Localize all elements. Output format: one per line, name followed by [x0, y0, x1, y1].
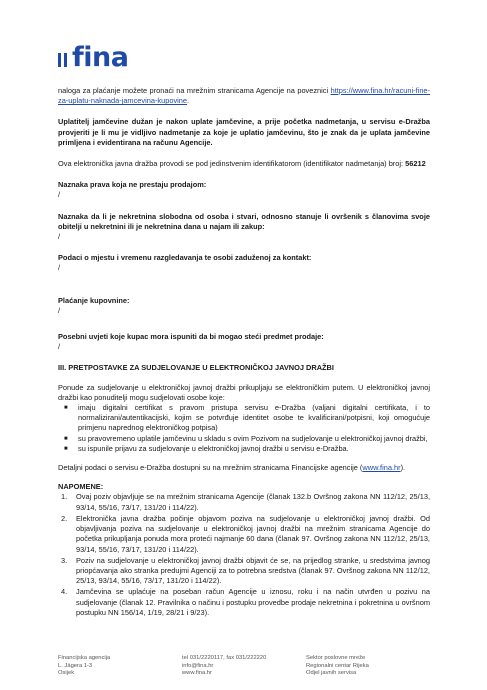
list-item: ■ su ispunile prijavu za sudjelovanje u elektroničkoj javnoj dražbi u servisu e-Dražba.: [58, 444, 430, 454]
document-body: [58, 86, 430, 619]
notes-heading: NAPOMENE:: [58, 482, 104, 492]
list-item: 3. Poziv na sudjelovanje u elektroničkoj javnoj dražbi objavit će se, na prijedlog stranke, u sredstvima javnog priopćavanja ako stranka predujmi Agenciji za to potrebna sredstva (članak 97. Ovršnog zakona NN 112/12, 25/13, 93/14, 55/16, 73/17, 131/20 i 114/22).: [61, 555, 430, 586]
footer-address: Financijska agencija L. Jägera 1-3 Osijek: [58, 655, 111, 677]
logo-bars-icon: [58, 53, 67, 67]
section-rights-value: /: [58, 190, 61, 200]
fina-logo: [58, 44, 128, 71]
requirements-list: [58, 403, 430, 454]
payment-accounts-link[interactable]: https://www.fina.hr/racuni-fine-za-uplatu-naknada-jamcevina-kupovine: [58, 86, 430, 106]
payment-info-paragraph: naloga za plaćanje možete pronaći na mrežnim stranicama Agencije na poveznici https://www.fina.hr/racuni-fine-za-uplatu-naknada-jamcevina-kupovine.: [58, 86, 430, 106]
section-payment-label: Plaćanje kupovnine:: [58, 295, 130, 305]
section-rights-label: Naznaka prava koja ne prestaju prodajom:: [58, 180, 207, 190]
notes-list: [58, 492, 430, 617]
section-3-intro: Ponude za sudjelovanje u elektroničkoj javnoj dražbi prikupljaju se elektroničkim putem. U elektroničkoj javnoj dražbi kao ponuditelji mogu sudjelovati osobe koje:: [58, 382, 430, 402]
section-viewing-value: /: [58, 263, 61, 273]
section-conditions-value: /: [58, 342, 61, 352]
list-item: ■ imaju digitalni certifikat s pravom pristupa servisu e-Dražba (valjani digitalni certifikata, i to normalizirani/autentikacijski, kojim se potvrđuje identitet osobe te kvalificirani/potpisni, koji omogućuje primjenu naprednog elektroničkog potpisa): [58, 403, 430, 434]
e-drazba-details-paragraph: Detaljni podaci o servisu e-Dražba dostupni su na mrežnim stranicama Financijske agencije (www.fina.hr).: [58, 463, 406, 473]
list-item: 4. Jamčevina se uplaćuje na poseban račun Agencije u iznosu, roku i na način utvrđen u pozivu na sudjelovanje (članak 12. Pravilnika o načinu i postupku provedbe prodaje nekretnina i pokretnina u ovršnom postupku NN 156/14, 1/19, 28/21 i 9/23).: [61, 587, 430, 617]
list-item: 2. Elektronička javna dražba počinje objavom poziva na sudjelovanje u elektroničkoj javnoj dražbi. Od objavljivanja poziva na sudjelovanje u elektroničkoj javnoj dražbi na mrežnim stranicama Agencije do početka prikupljanja ponuda mora proteći najmanje 60 dana (članak 97. Ovršnog zakona NN 112/12, 25/13, 93/14, 55/16, 73/17, 131/20 i 114/22).: [61, 513, 430, 554]
section-payment-value: /: [58, 305, 61, 315]
page-footer: [58, 655, 430, 678]
section-3-heading: III. PRETPOSTAVKE ZA SUDJELOVANJE U ELEKTRONIČKOJ JAVNOJ DRAŽBI: [58, 363, 334, 373]
footer-contact: tel 031/2220117, fax 031/222220 info@fina.hr www.fina.hr: [182, 655, 267, 677]
fina-website-link[interactable]: www.fina.hr: [362, 463, 401, 473]
section-conditions-label: Posebni uvjeti koje kupac mora ispuniti da bi mogao steći predmet prodaje:: [58, 332, 324, 342]
list-item: 1. Ovaj poziv objavljuje se na mrežnim stranicama Agencije (članak 132.b Ovršnog zakona NN 112/12, 25/13, 93/14, 55/16, 73/17, 131/20 i 114/22).: [61, 492, 430, 512]
auction-id: 56212: [405, 159, 426, 169]
auction-id-paragraph: Ova elektronička javna dražba provodi se pod jedinstvenim identifikatorom (identifikator nadmetanja) broj: 56212: [58, 159, 426, 169]
section-occupancy-value: /: [58, 232, 61, 242]
deposit-check-paragraph: Uplatitelj jamčevine dužan je nakon uplate jamčevine, a prije početka nadmetanja, u servisu e-Dražba provjeriti je li mu je vidljivo nadmetanje za koje je uplatio jamčevinu, što je znak da je uplata jamčevine primljena i evidentirana na računu Agencije.: [58, 117, 430, 147]
logo-text: fina: [72, 42, 129, 73]
footer-department: Sektor poslovne mreže Regionalni centar Rijeka Odjel javnih servisa: [306, 655, 369, 677]
section-occupancy-label: Naznaka da li je nekretnina slobodna od osoba i stvari, odnosno stanuje li ovršenik s članovima svoje obitelji u nekretnini ili je nekretnina dana u najam ili zakup:: [58, 211, 430, 231]
list-item: ■ su pravovremeno uplatile jamčevinu u skladu s ovim Pozivom na sudjelovanje u elektroničkoj javnoj dražbi,: [58, 434, 430, 444]
section-viewing-label: Podaci o mjestu i vremenu razgledavanja te osobi zaduženoj za kontakt:: [58, 253, 312, 263]
